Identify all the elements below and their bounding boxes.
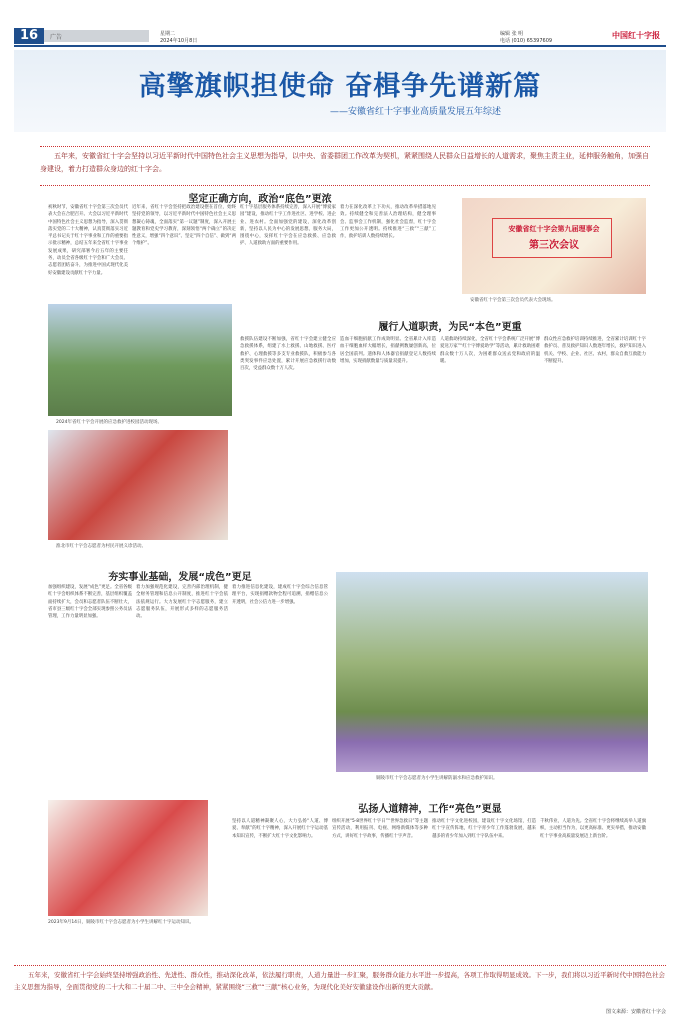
section-heading-2: 履行人道职责，为民“本色”更重: [378, 322, 522, 333]
header-rule: [14, 45, 666, 47]
s3-column-1: 加强组织建设，发展“成色”更足。全省各级红十字会组织体系不断完善，基层组织覆盖面持续扩大，会员和志愿者队伍不断壮大，省市县三级红十字会全部实现参照公务员法管理，工作力量明显加强。: [48, 585, 132, 620]
s1-column-4: 着力在深化改革上下功夫，推动改革举措落地见效。持续健全和完善法人治理结构，健全理事会、监事会工作机制，强化社会监督，红十字会工作更加公开透明。持续推进“三救”“三献”工作，救护培训人数持续增长。: [340, 205, 436, 240]
section-heading-1: 坚定正确方向，政治“底色”更浓: [188, 194, 332, 205]
s1-column-1: 初秋时节，安徽省红十字会第三次会员代表大会在合肥召开。大会以习近平新时代中国特色社会主义思想为指导，深入贯彻落实党的二十大精神，认真贯彻落实习近平总书记关于红十字事业和工作的重要指示批示精神，总结五年来全省红十字事业发展成果，研究部署今后五年的主要任务，动员全省各级红十字会和广大会员、志愿者团结奋斗，为推进中国式现代化美好安徽建设贡献红十字力量。: [48, 205, 128, 276]
caption-2: 2024年省红十字会开展的应急救护进校园活动现场。: [56, 420, 162, 425]
section-heading-3: 夯实事业基础，发展“成色”更足: [108, 572, 252, 583]
image-credit: 图文来源：安徽省红十字会: [605, 1009, 666, 1015]
editor-phone: 电话 (010) 65397609: [500, 38, 553, 44]
poster-line-1: 安徽省红十字会第九届理事会: [508, 225, 600, 233]
intro-text: 五年来，安徽省红十字会坚持以习近平新时代中国特色社会主义思想为指导，以中央、省委群团工作改革为契机，紧紧围绕人民群众日益增长的人道需求，聚焦主责主业，延伸服务触角，加强自身建设，着力打造群众身边的红十字会。: [40, 152, 649, 173]
s2-column-3: 人道救助持续深化，全省红十字会系统广泛开展“博爱送万家”“红十字博爱助学”等活动，累计救助困难群众数十万人次，为困难群众送去党和政府的温暖。: [440, 337, 540, 364]
caption-5: 2023年9月14日，铜陵市红十字会志愿者为小学生讲解红十字运动知识。: [48, 920, 195, 925]
editor-name: 编辑 张 明: [500, 31, 524, 37]
masthead-logo: 中国红十字报: [612, 31, 660, 40]
poster-line-2: 第三次会议: [529, 240, 579, 251]
s4-column-1: 坚持以人道精神凝聚人心，大力弘扬“人道、博爱、奉献”的红十字精神，深入开展红十字运动基本知识宣传，不断扩大红十字文化影响力。: [232, 819, 328, 839]
page-number: 16: [14, 28, 44, 44]
intro-paragraph: [40, 146, 650, 186]
volunteers-photo: [48, 430, 228, 540]
caption-3: 淮北市红十字会志愿者为村民开展义诊活动。: [56, 544, 146, 549]
sub-headline: ——安徽省红十字事业高质量发展五年综述: [330, 107, 502, 117]
closing-text: 五年来，安徽省红十字会始终坚持增强政治性、先进性、群众性，推动深化改革，依法履行职责，人道力量进一步汇聚，服务群众能力水平进一步提高，各项工作取得明显成效。下一步，我们将以习近平新时代中国特色社会主义思想为指导，全面贯彻党的二十大和二十届二中、三中全会精神，紧紧围绕“三救”“三献”核心业务，为现代化美好安徽建设作出新的更大贡献。: [14, 971, 665, 991]
main-headline: 高擎旗帜担使命 奋楫争先谱新篇: [138, 71, 542, 102]
s2-column-2: 造血干细胞捐献工作成效明显。全省累计入库造血干细胞血样大幅增长，捐献例数屡创新高，位居全国前列。遗体和人体器官捐献登记人数持续增加，实现捐献数量与质量双提升。: [340, 337, 436, 364]
s3-column-2: 着力加强规范化建设，完善内部治理机制，健全财务管理和信息公开制度，推进红十字会依法依规运行。大力发展红十字志愿服务，建立志愿服务队伍，开展形式多样的志愿服务活动。: [136, 585, 228, 620]
s2-column-4: 群众性应急救护培训持续推进，全省累计培训红十字救护员、普及救护知识人数逐年增长，救护知识进入机关、学校、企业、社区、农村，群众自救互救能力不断提升。: [544, 337, 646, 364]
s4-column-4: 千秋伟业，人道为先。全省红十字会将继续高举人道旗帜，主动担当作为，以更高标准、更实举措，推动安徽红十字事业高质量发展迈上新台阶。: [540, 819, 646, 839]
section-band: [44, 30, 149, 42]
s4-column-2: 组织开展“5·8世界红十字日”“世界急救日”等主题宣传活动，利用报刊、电视、网络新媒体等多种方式，讲好红十字故事，传播红十字声音。: [332, 819, 428, 839]
s1-column-2: 近年来，省红十字会坚持把政治建设摆在首位，始终坚持党的领导，以习近平新时代中国特色社会主义思想凝心铸魂，全面落实“第一议题”制度，深入开展主题教育和党史学习教育，深刻领悟“两个确立”的决定性意义，增强“四个意识”、坚定“四个自信”、做到“两个维护”。: [132, 205, 236, 247]
section-heading-4: 弘扬人道精神，工作“亮色”更显: [358, 804, 502, 815]
s4-column-3: 推动红十字文化进校园，建设红十字文化场馆，打造红十字宣传阵地，红十字青少年工作蓬勃发展，越来越多的青少年加入到红十字队伍中来。: [432, 819, 536, 839]
closing-paragraph: [14, 965, 666, 1007]
school-volunteer-photo: [48, 800, 208, 916]
caption-4: 铜陵市红十字会志愿者为小学生讲解防溺水和应急救护知识。: [376, 776, 498, 781]
section-label: 广告: [50, 34, 63, 41]
first-aid-class-photo: [336, 572, 648, 772]
s1-column-3: 红十字基层服务体系持续完善，深入开展“博爱家园”建设，推动红十字工作进社区、进学校、进企业、进农村。全面加强党的建设，深化改革创新，坚持以人民为中心的发展思想，服务大局，围绕中心，发挥红十字会在应急救援、应急救护、人道救助方面的重要作用。: [240, 205, 336, 247]
s3-column-3: 着力推进信息化建设，建成红十字会综合信息管理平台，实现捐赠款物全程可追溯，捐赠信息公开透明，社会公信力进一步增强。: [232, 585, 328, 605]
issue-day: 星期二: [160, 31, 176, 37]
training-field-photo: [48, 304, 232, 416]
issue-date: 2024年10月8日: [160, 38, 198, 44]
s2-column-1: 救援队伍建设不断加强，省红十字会建立健全应急救援体系，组建了水上救援、山地救援、医疗救护、心理救援等多支专业救援队，积极参与各类突发事件应急处置，累计开展应急救援行动数百次，受益群众数十万人次。: [240, 337, 336, 372]
caption-1: 安徽省红十字会第三次会员代表大会现场。: [470, 298, 556, 303]
congress-poster-photo: [462, 198, 646, 294]
